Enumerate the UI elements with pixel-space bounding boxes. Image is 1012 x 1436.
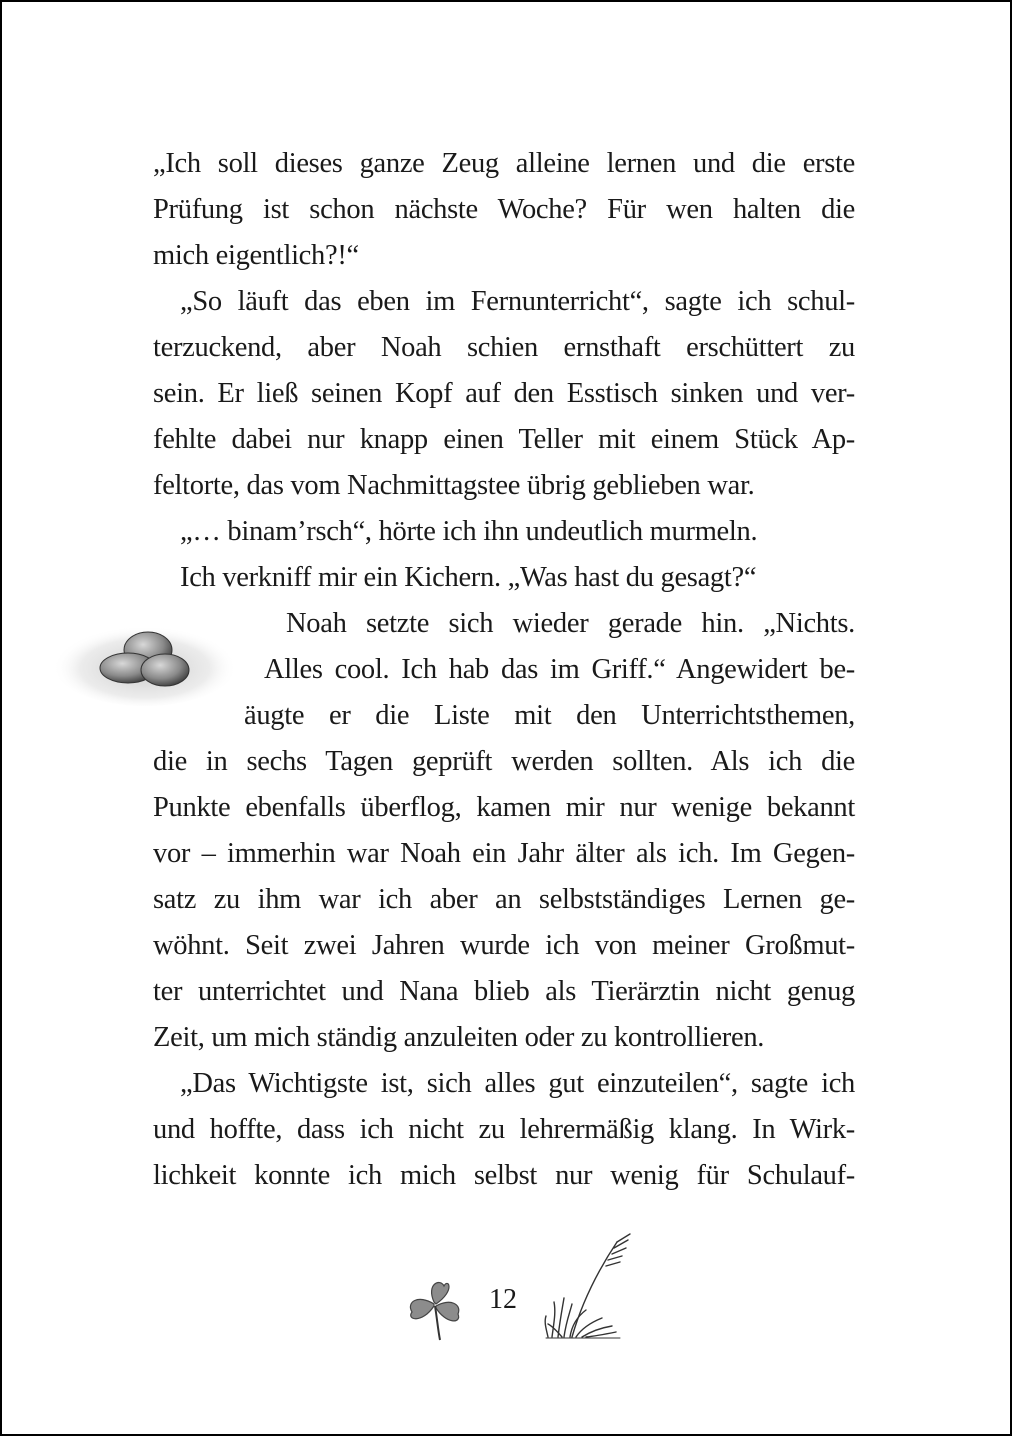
text-line: sein. Er ließ seinen Kopf auf den Esstisch sinken und ver- xyxy=(153,378,855,409)
text-line: „… binam’rsch“, hörte ich ihn undeutlich murmeln. xyxy=(180,516,758,547)
text-line: „Das Wichtigste ist, sich alles gut einzuteilen“, sagte ich xyxy=(180,1068,855,1099)
text-line: Zeit, um mich ständig anzuleiten oder zu kontrollieren. xyxy=(153,1022,765,1053)
text-line: lichkeit konnte ich mich selbst nur wenig für Schulauf- xyxy=(153,1160,855,1191)
text-line: äugte er die Liste mit den Unterrichtsthemen, xyxy=(244,700,855,731)
text-line: Punkte ebenfalls überflog, kamen mir nur wenige bekannt xyxy=(153,792,855,823)
text-line: ter unterrichtet und Nana blieb als Tierärztin nicht genug xyxy=(153,976,855,1007)
text-line: fehlte dabei nur knapp einen Teller mit einem Stück Ap- xyxy=(153,424,855,455)
text-line: satz zu ihm war ich aber an selbstständiges Lernen ge- xyxy=(153,884,855,915)
text-line: Ich verkniff mir ein Kichern. „Was hast du gesagt?“ xyxy=(180,562,757,593)
text-line: Prüfung ist schon nächste Woche? Für wen halten die xyxy=(153,194,855,225)
stones-illustration xyxy=(50,602,240,722)
text-line: wöhnt. Seit zwei Jahren wurde ich von meiner Großmut- xyxy=(153,930,855,961)
text-line: die in sechs Tagen geprüft werden sollten. Als ich die xyxy=(153,746,855,777)
text-line: Alles cool. Ich hab das im Griff.“ Angewidert be- xyxy=(264,654,855,685)
text-line: mich eigentlich?!“ xyxy=(153,240,359,271)
clover-icon xyxy=(404,1274,466,1342)
text-line: terzuckend, aber Noah schien ernsthaft erschüttert zu xyxy=(153,332,855,363)
text-line: vor – immerhin war Noah ein Jahr älter als ich. Im Gegen- xyxy=(153,838,855,869)
page-number: 12 xyxy=(489,1284,517,1315)
text-line: „So läuft das eben im Fernunterricht“, sagte ich schul- xyxy=(180,286,855,317)
grass-icon xyxy=(542,1232,637,1342)
text-line: feltorte, das vom Nachmittagstee übrig geblieben war. xyxy=(153,470,755,501)
text-line: „Ich soll dieses ganze Zeug alleine lernen und die erste xyxy=(153,148,855,179)
text-line: Noah setzte sich wieder gerade hin. „Nichts. xyxy=(286,608,855,639)
text-line: und hoffte, dass ich nicht zu lehrermäßig klang. In Wirk- xyxy=(153,1114,855,1145)
